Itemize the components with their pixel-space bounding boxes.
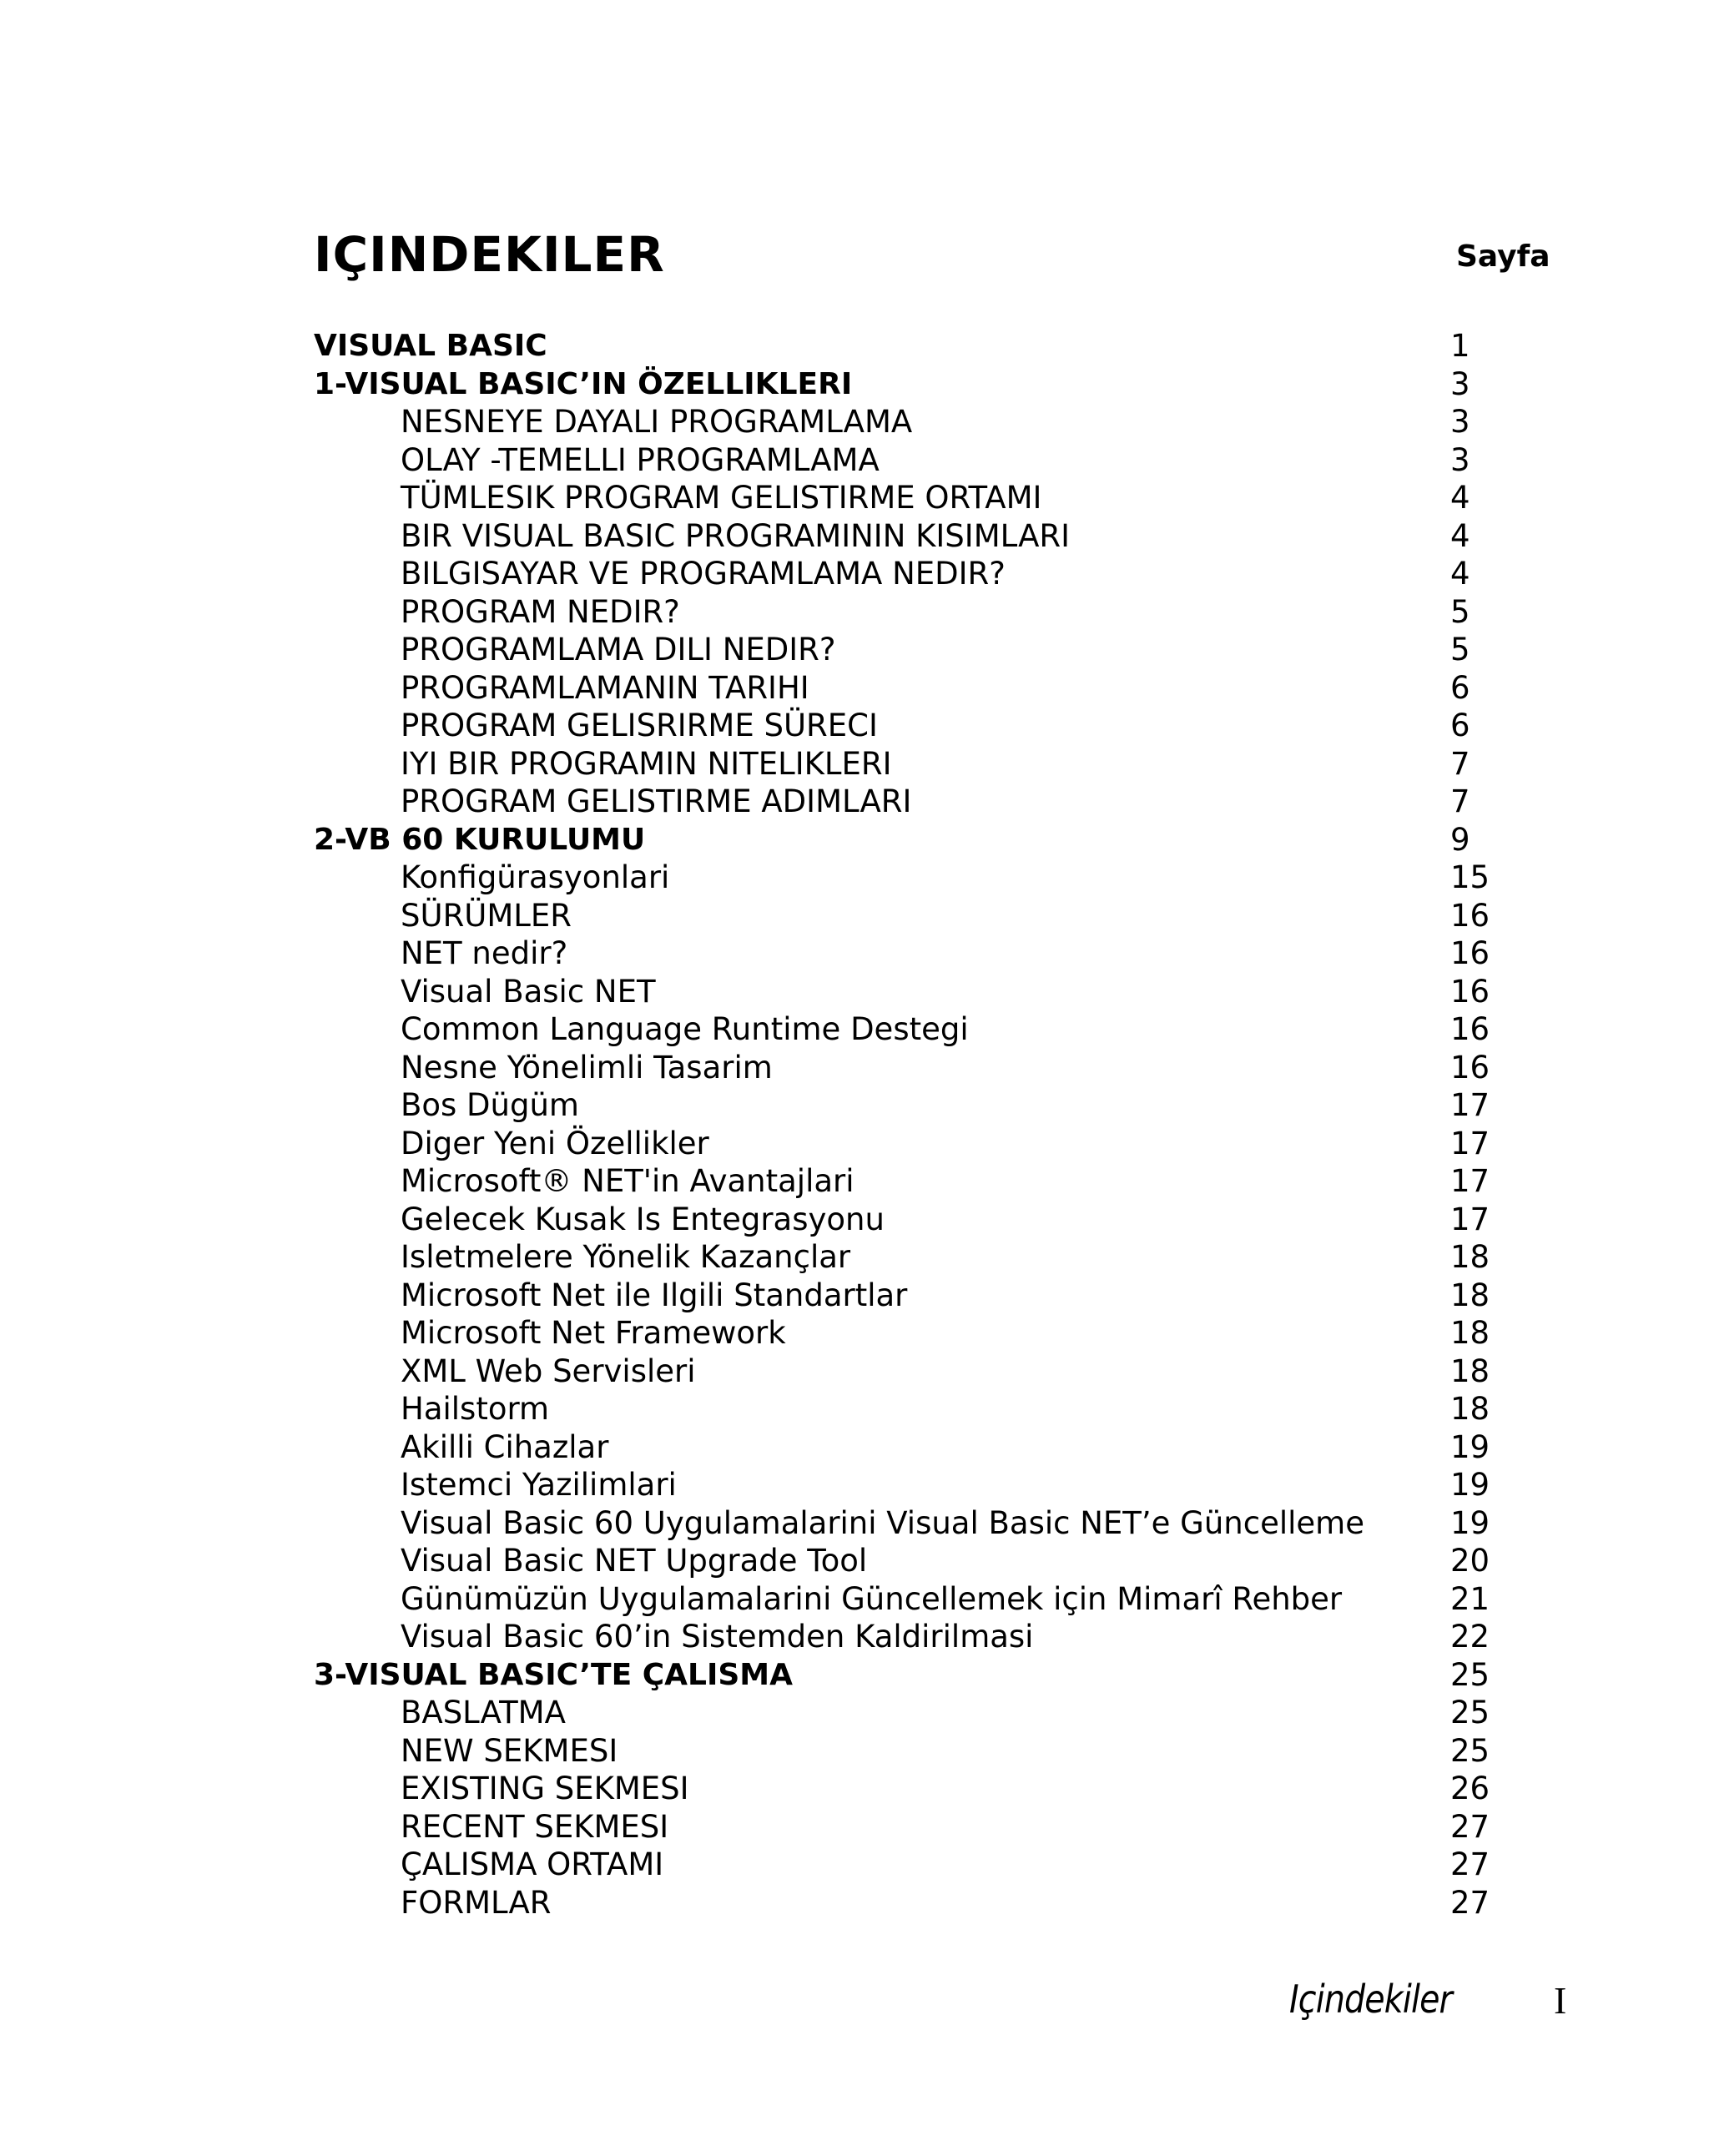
toc-entry-label: PROGRAM GELISTIRME ADIMLARI [401, 783, 912, 819]
toc-entry-page: 16 [1450, 973, 1490, 1010]
toc-entry-page: 16 [1450, 1011, 1490, 1047]
toc-section-entry [314, 783, 1499, 821]
toc-section-entry [314, 1580, 1499, 1619]
toc-section-entry [314, 745, 1499, 783]
toc-entry-label: EXISTING SEKMESI [401, 1771, 689, 1806]
toc-section-entry [314, 441, 1499, 480]
toc-entry-label: Common Language Runtime Destegi [401, 1011, 969, 1047]
toc-section-entry [314, 1201, 1499, 1239]
toc-section-entry [314, 1542, 1499, 1580]
toc-section-entry [314, 897, 1499, 935]
toc-entry-page: 18 [1450, 1239, 1490, 1275]
toc-entry-label: PROGRAMLAMANIN TARIHI [401, 669, 809, 706]
toc-section-entry [314, 1314, 1499, 1353]
toc-entry-label: PROGRAMLAMA DILI NEDIR? [401, 632, 836, 667]
toc-entry-page: 19 [1450, 1428, 1490, 1465]
footer-running-title: Içindekiler [1289, 1977, 1452, 2022]
toc-entry-label: Günümüzün Uygulamalarini Güncellemek için Mimarî Rehber [401, 1580, 1343, 1617]
toc-section-entry [314, 593, 1499, 632]
toc-entry-label: VISUAL BASIC [314, 329, 547, 363]
toc-entry-label: Istemci Yazilimlari [401, 1467, 677, 1503]
toc-entry-page: 25 [1450, 1732, 1490, 1769]
toc-entry-label: NEW SEKMESI [401, 1732, 618, 1769]
toc-entry-page: 15 [1450, 859, 1490, 895]
toc-entry-label: Visual Basic NET [401, 973, 656, 1010]
toc-entry-label: Microsoft Net Framework [401, 1315, 786, 1351]
toc-entry-label: BASLATMA [401, 1695, 566, 1730]
toc-entry-page: 6 [1450, 669, 1470, 706]
toc-section-entry [314, 1238, 1499, 1277]
toc-entry-page: 21 [1450, 1580, 1490, 1617]
toc-entry-page: 4 [1450, 517, 1470, 554]
toc-entry-label: NET nedir? [401, 935, 568, 971]
toc-entry-page: 17 [1450, 1087, 1490, 1123]
toc-entry-label: PROGRAM GELISRIRME SÜRECI [401, 708, 878, 743]
page-column-label: Sayfa [1456, 239, 1550, 274]
toc-entry-page: 18 [1450, 1353, 1490, 1389]
toc-entry-page: 7 [1450, 783, 1470, 819]
toc-entry-label: OLAY -TEMELLI PROGRAMLAMA [401, 441, 880, 478]
toc-chapter-entry [314, 327, 1499, 365]
toc-entry-label: RECENT SEKMESI [401, 1808, 669, 1845]
toc-entry-label: Bos Dügüm [401, 1087, 579, 1123]
toc-entry-label: Visual Basic NET Upgrade Tool [401, 1543, 868, 1579]
toc-entry-label: NESNEYE DAYALI PROGRAMLAMA [401, 404, 913, 440]
toc-entry-page: 18 [1450, 1277, 1490, 1313]
toc-section-entry [314, 1353, 1499, 1391]
toc-chapter-entry [314, 365, 1499, 404]
toc-entry-page: 27 [1450, 1884, 1490, 1921]
toc-section-entry [314, 859, 1499, 897]
toc-entry-label: Hailstorm [401, 1391, 550, 1427]
toc-entry-label: 1-VISUAL BASIC’IN ÖZELLIKLERI [314, 366, 853, 401]
toc-chapter-entry [314, 821, 1499, 859]
toc-entry-label: Microsoft® NET'in Avantajlari [401, 1163, 854, 1199]
toc-entry-label: Akilli Cihazlar [401, 1428, 609, 1465]
toc-entry-page: 20 [1450, 1543, 1490, 1579]
toc-entry-page: 3 [1450, 404, 1470, 440]
toc-section-entry [314, 1884, 1499, 1922]
toc-entry-page: 5 [1450, 593, 1470, 630]
toc-entry-label: Microsoft Net ile Ilgili Standartlar [401, 1277, 908, 1313]
toc-entry-page: 3 [1450, 441, 1470, 478]
toc-entry-label: IYI BIR PROGRAMIN NITELIKLERI [401, 745, 892, 782]
toc-entry-page: 1 [1450, 328, 1470, 364]
toc-section-entry [314, 1770, 1499, 1808]
toc-entry-label: XML Web Servisleri [401, 1353, 696, 1389]
toc-chapter-entry [314, 1656, 1499, 1695]
toc-section-entry [314, 1846, 1499, 1884]
toc-entry-page: 27 [1450, 1846, 1490, 1882]
toc-entry-label: BIR VISUAL BASIC PROGRAMININ KISIMLARI [401, 517, 1071, 554]
toc-entry-page: 5 [1450, 632, 1470, 667]
toc-entry-page: 17 [1450, 1163, 1490, 1199]
toc-section-entry [314, 1504, 1499, 1543]
toc-entry-page: 16 [1450, 1049, 1490, 1086]
toc-entry-label: Visual Basic 60 Uygulamalarini Visual Basic NET’e Güncelleme [401, 1504, 1364, 1541]
toc-entry-page: 16 [1450, 897, 1490, 934]
toc-entry-label: ÇALISMA ORTAMI [401, 1846, 664, 1882]
toc-section-entry [314, 555, 1499, 593]
toc-section-entry [314, 1162, 1499, 1201]
toc-section-entry [314, 517, 1499, 556]
toc-entry-label: Gelecek Kusak Is Entegrasyonu [401, 1201, 885, 1237]
toc-entry-label: BILGISAYAR VE PROGRAMLAMA NEDIR? [401, 556, 1006, 592]
toc-section-entry [314, 1732, 1499, 1771]
toc-section-entry [314, 973, 1499, 1011]
toc-entry-page: 16 [1450, 935, 1490, 971]
page-title: IÇINDEKILER [314, 226, 665, 283]
toc-section-entry [314, 1390, 1499, 1428]
toc-entry-page: 9 [1450, 821, 1470, 858]
toc-entry-page: 3 [1450, 365, 1470, 402]
toc-entry-page: 4 [1450, 480, 1470, 516]
toc-entry-page: 27 [1450, 1808, 1490, 1845]
toc-section-entry [314, 707, 1499, 745]
toc-section-entry [314, 934, 1499, 973]
toc-section-entry [314, 631, 1499, 669]
toc-section-entry [314, 1049, 1499, 1087]
toc-entry-label: SÜRÜMLER [401, 897, 572, 934]
toc-section-entry [314, 1694, 1499, 1732]
toc-section-entry [314, 479, 1499, 517]
toc-section-entry [314, 1466, 1499, 1504]
toc-section-entry [314, 1125, 1499, 1163]
toc-entry-page: 19 [1450, 1467, 1490, 1503]
toc-entry-page: 17 [1450, 1201, 1490, 1237]
toc-section-entry [314, 1808, 1499, 1846]
toc-entry-page: 25 [1450, 1656, 1490, 1693]
toc-entry-page: 18 [1450, 1391, 1490, 1427]
toc-entry-page: 22 [1450, 1619, 1490, 1655]
toc-section-entry [314, 403, 1499, 441]
toc-entry-page: 6 [1450, 708, 1470, 743]
toc-entry-label: Diger Yeni Özellikler [401, 1125, 709, 1161]
toc-entry-page: 7 [1450, 745, 1470, 782]
toc-entry-label: Nesne Yönelimli Tasarim [401, 1049, 773, 1086]
toc-section-entry [314, 669, 1499, 708]
toc-entry-label: PROGRAM NEDIR? [401, 593, 680, 630]
toc-entry-label: TÜMLESIK PROGRAM GELISTIRME ORTAMI [401, 480, 1042, 516]
footer-page-number: I [1554, 1979, 1567, 2022]
toc-section-entry [314, 1618, 1499, 1656]
toc-entry-page: 19 [1450, 1504, 1490, 1541]
toc-entry-label: Isletmelere Yönelik Kazançlar [401, 1239, 851, 1275]
toc-section-entry [314, 1010, 1499, 1049]
toc-entry-label: 3-VISUAL BASIC’TE ÇALISMA [314, 1657, 793, 1692]
toc-entry-label: 2-VB 60 KURULUMU [314, 822, 646, 857]
toc-section-entry [314, 1086, 1499, 1125]
toc-section-entry [314, 1428, 1499, 1467]
toc-entry-page: 18 [1450, 1315, 1490, 1351]
table-of-contents [314, 327, 1499, 1922]
toc-entry-page: 17 [1450, 1125, 1490, 1161]
toc-entry-page: 26 [1450, 1771, 1490, 1806]
toc-entry-label: FORMLAR [401, 1884, 552, 1921]
toc-entry-page: 25 [1450, 1695, 1490, 1730]
toc-entry-page: 4 [1450, 556, 1470, 592]
toc-entry-label: Visual Basic 60’in Sistemden Kaldirilmasi [401, 1619, 1034, 1655]
toc-entry-label: Konfigürasyonlari [401, 859, 670, 895]
toc-section-entry [314, 1277, 1499, 1315]
